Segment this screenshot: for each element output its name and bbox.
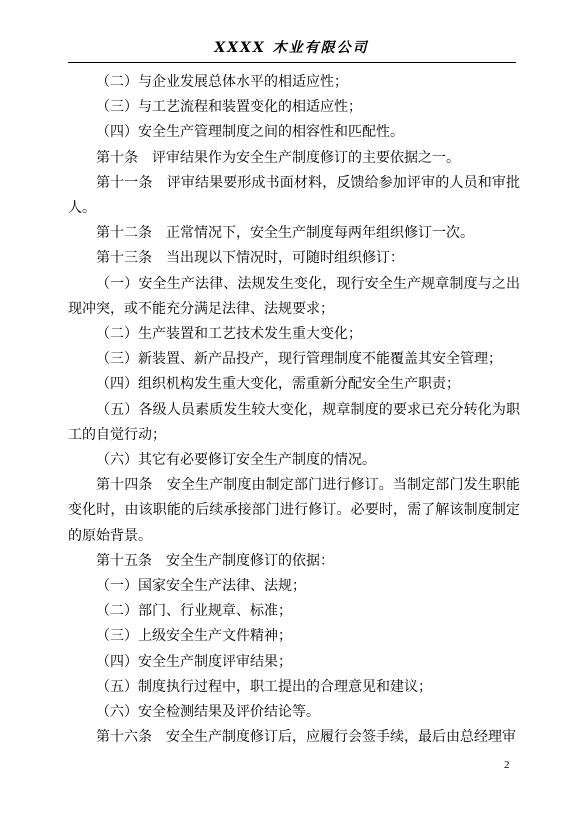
article-11: 第十一条 评审结果要形成书面材料，反馈给参加评审的人员和审批人。 [68, 174, 520, 217]
paragraph: （二）部门、行业规章、标准； [96, 603, 292, 620]
page-number: 2 [504, 759, 510, 771]
paragraph: （三）新装置、新产品投产，现行管理制度不能覆盖其安全管理； [96, 351, 502, 368]
article-16: 第十六条 安全生产制度修订后，应履行会签手续，最后由总经理审 [96, 729, 516, 746]
document-header: XXXX 木业有限公司 [214, 40, 369, 56]
paragraph: （一）安全生产法律、法规发生变化，现行安全生产规章制度与之出现冲突，或不能充分满足法律、法规要求； [68, 275, 520, 317]
paragraph: （三）上级安全生产文件精神； [96, 628, 292, 645]
paragraph: （一）国家安全生产法律、法规； [96, 578, 306, 595]
paragraph: （五）各级人员素质发生较大变化，规章制度的要求已充分转化为职工的自觉行动； [68, 401, 520, 443]
article-10: 第十条 评审结果作为安全生产制度修订的主要依据之一。 [96, 149, 460, 166]
header-rule [68, 62, 516, 63]
paragraph: （四）安全生产制度评审结果； [96, 653, 292, 670]
article-14: 第十四条 安全生产制度由制定部门进行修订。当制定部门发生职能变化时，由该职能的后续承接部门进行修订。必要时，需了解该制度制定的原始背景。 [68, 477, 520, 544]
paragraph: （三）与工艺流程和装置变化的相适应性； [96, 99, 362, 116]
paragraph: （六）安全检测结果及评价结论等。 [96, 704, 320, 721]
article-12: 第十二条 正常情况下，安全生产制度每两年组织修订一次。 [96, 225, 474, 242]
paragraph: （二）生产装置和工艺技术发生重大变化； [96, 326, 362, 343]
document-body [68, 70, 520, 750]
paragraph: （五）制度执行过程中，职工提出的合理意见和建议； [96, 678, 432, 695]
paragraph: （二）与企业发展总体水平的相适应性； [96, 74, 348, 90]
paragraph: （四）安全生产管理制度之间的相容性和匹配性。 [96, 124, 404, 141]
paragraph: （四）组织机构发生重大变化，需重新分配安全生产职责； [96, 376, 460, 393]
paragraph: （六）其它有必要修订安全生产制度的情况。 [96, 452, 376, 469]
article-13: 第十三条 当出现以下情况时，可随时组织修订： [96, 250, 404, 267]
article-15: 第十五条 安全生产制度修订的依据： [96, 552, 334, 569]
